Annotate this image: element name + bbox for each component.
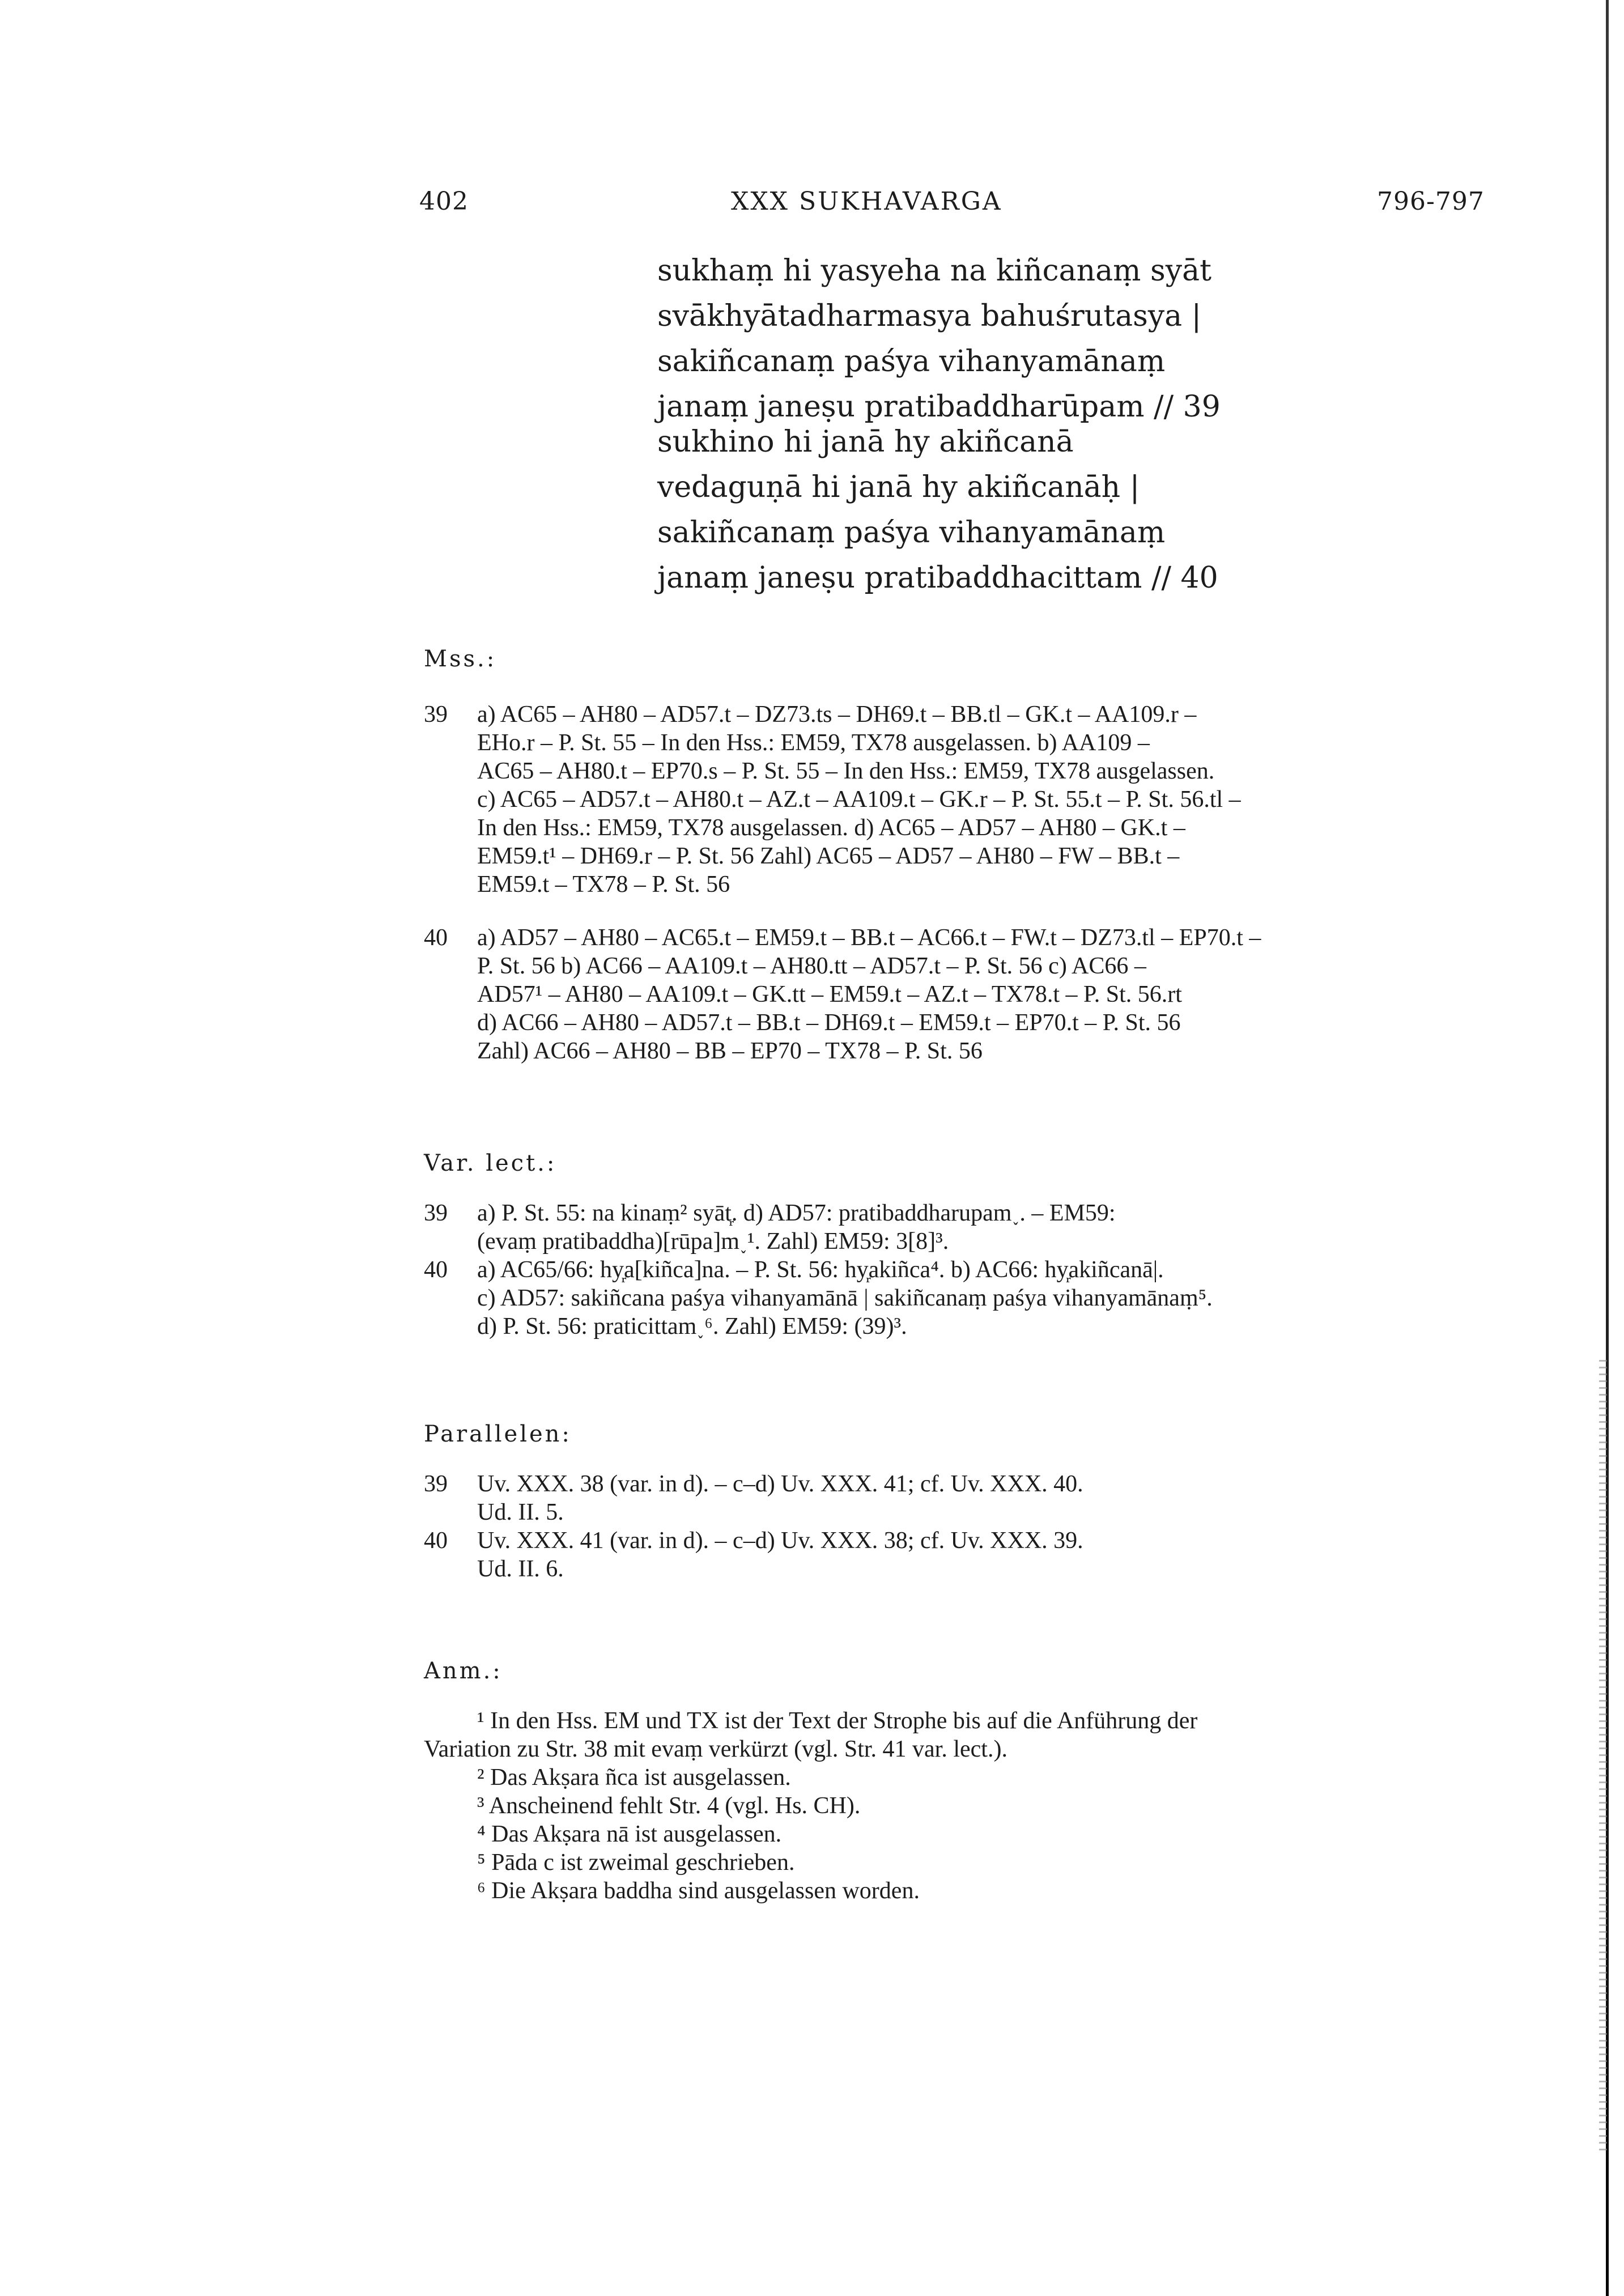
footnote-2: ² Das Akṣara ñca ist ausgelassen.: [477, 1764, 791, 1791]
entry-line: Uv. XXX. 41 (var. in d). – c–d) Uv. XXX. 38; cf. Uv. XXX. 39.: [477, 1528, 1083, 1554]
entry-line: EM59.t¹ – DH69.r – P. St. 56 Zahl) AC65 – AD57 – AH80 – FW – BB.t –: [477, 843, 1180, 869]
entry-line: In den Hss.: EM59, TX78 ausgelassen. d) AC65 – AD57 – AH80 – GK.t –: [477, 815, 1185, 841]
mss-entry-39: [424, 700, 1489, 899]
page-number: 402: [419, 187, 469, 216]
verse-line: svākhyātadharmasya bahuśrutasya |: [657, 299, 1202, 333]
entry-line: Ud. II. 5.: [477, 1499, 564, 1525]
entry-line: a) P. St. 55: na kinaṃ² syāt᷊. d) AD57: pratibaddharupam˯. – EM59:: [477, 1200, 1116, 1226]
entry-line: c) AC65 – AD57.t – AH80.t – AZ.t – AA109.t – GK.r – P. St. 55.t – P. St. 56.tl –: [477, 786, 1241, 813]
footnote-6: ⁶ Die Akṣara baddha sind ausgelassen worden.: [477, 1878, 920, 1904]
entry-line: Zahl) AC66 – AH80 – BB – EP70 – TX78 – P. St. 56: [477, 1038, 983, 1064]
chapter-title: XXX SUKHAVARGA: [731, 187, 1002, 216]
var-lect-block: [424, 1199, 1489, 1341]
entry-line: a) AC65 – AH80 – AD57.t – DZ73.ts – DH69.t – BB.tl – GK.t – AA109.r –: [477, 701, 1197, 728]
entry-line: AD57¹ – AH80 – AA109.t – GK.tt – EM59.t – AZ.t – TX78.t – P. St. 56.rt: [477, 981, 1182, 1007]
var-lect-entry-39: [424, 1199, 1489, 1256]
parallelen-entry-40: [424, 1527, 1489, 1583]
entry-line: c) AD57: sakiñcana paśya vihanyamānā | sakiñcanaṃ paśya vihanyamānaṃ⁵.: [477, 1285, 1213, 1311]
entry-number: 39: [424, 1471, 448, 1497]
parallelen-label: Parallelen:: [424, 1421, 572, 1447]
footnote-5: ⁵ Pāda c ist zweimal geschrieben.: [477, 1849, 795, 1876]
footnote-1-continuation: Variation zu Str. 38 mit evaṃ verkürzt (vgl. Str. 41 var. lect.).: [424, 1736, 1007, 1762]
entry-line: (evaṃ pratibaddha)[rūpa]m˯¹. Zahl) EM59: 3[8]³.: [477, 1228, 949, 1255]
entry-line: d) P. St. 56: praticittam˯⁶. Zahl) EM59: (39)³.: [477, 1313, 907, 1340]
parallelen-entry-39: [424, 1470, 1489, 1527]
entry-line: P. St. 56 b) AC66 – AA109.t – AH80.tt – AD57.t – P. St. 56 c) AC66 –: [477, 953, 1146, 979]
entry-line: a) AD57 – AH80 – AC65.t – EM59.t – BB.t – AC66.t – FW.t – DZ73.tl – EP70.t –: [477, 925, 1261, 951]
parallelen-block: [424, 1470, 1489, 1583]
entry-number: 39: [424, 701, 448, 728]
verse-40: [657, 419, 1218, 601]
entry-line: a) AC65/66: hy᷊a[kiñca]na. – P. St. 56: hy᷊akiñca⁴. b) AC66: hy᷊akiñcanā|.: [477, 1257, 1164, 1283]
entry-number: 39: [424, 1200, 448, 1226]
entry-number: 40: [424, 1528, 448, 1554]
entry-number: 40: [424, 1257, 448, 1283]
page-edge-texture: [1599, 1360, 1607, 2153]
footnote-4: ⁴ Das Akṣara nā ist ausgelassen.: [477, 1821, 782, 1847]
entry-line: AC65 – AH80.t – EP70.s – P. St. 55 – In den Hss.: EM59, TX78 ausgelassen.: [477, 758, 1215, 784]
entry-line: Uv. XXX. 38 (var. in d). – c–d) Uv. XXX. 41; cf. Uv. XXX. 40.: [477, 1471, 1083, 1497]
verse-range: 796-797: [1377, 187, 1485, 216]
verse-line: vedaguṇā hi janā hy akiñcanāḥ |: [657, 470, 1140, 504]
mss-block: [424, 700, 1489, 1065]
entry-line: Ud. II. 6.: [477, 1556, 564, 1582]
verse-line: sukhino hi janā hy akiñcanā: [657, 425, 1074, 459]
var-lect-label: Var. lect.:: [424, 1150, 557, 1176]
entry-line: d) AC66 – AH80 – AD57.t – BB.t – DH69.t – EM59.t – EP70.t – P. St. 56: [477, 1010, 1181, 1036]
verse-line: sakiñcanaṃ paśya vihanyamānaṃ: [657, 516, 1166, 550]
verse-line: janaṃ janeṣu pratibaddharūpam // 39: [657, 390, 1221, 424]
verse-line: janaṃ janeṣu pratibaddhacittam // 40: [657, 561, 1218, 595]
anm-block: [424, 1707, 1489, 1905]
mss-label: Mss.:: [424, 646, 497, 672]
entry-number: 40: [424, 925, 448, 951]
mss-entry-40: [424, 924, 1489, 1065]
entry-line: EM59.t – TX78 – P. St. 56: [477, 871, 730, 898]
verse-line: sakiñcanaṃ paśya vihanyamānaṃ: [657, 345, 1166, 379]
footnote-1: ¹ In den Hss. EM und TX ist der Text der Strophe bis auf die Anführung der: [477, 1708, 1198, 1734]
entry-line: EHo.r – P. St. 55 – In den Hss.: EM59, TX78 ausgelassen. b) AA109 –: [477, 730, 1150, 756]
var-lect-entry-40: [424, 1256, 1489, 1341]
verse-line: sukhaṃ hi yasyeha na kiñcanaṃ syāt: [657, 254, 1211, 288]
verse-39: [657, 248, 1221, 430]
anm-label: Anm.:: [424, 1658, 503, 1684]
footnote-3: ³ Anscheinend fehlt Str. 4 (vgl. Hs. CH).: [477, 1793, 861, 1819]
